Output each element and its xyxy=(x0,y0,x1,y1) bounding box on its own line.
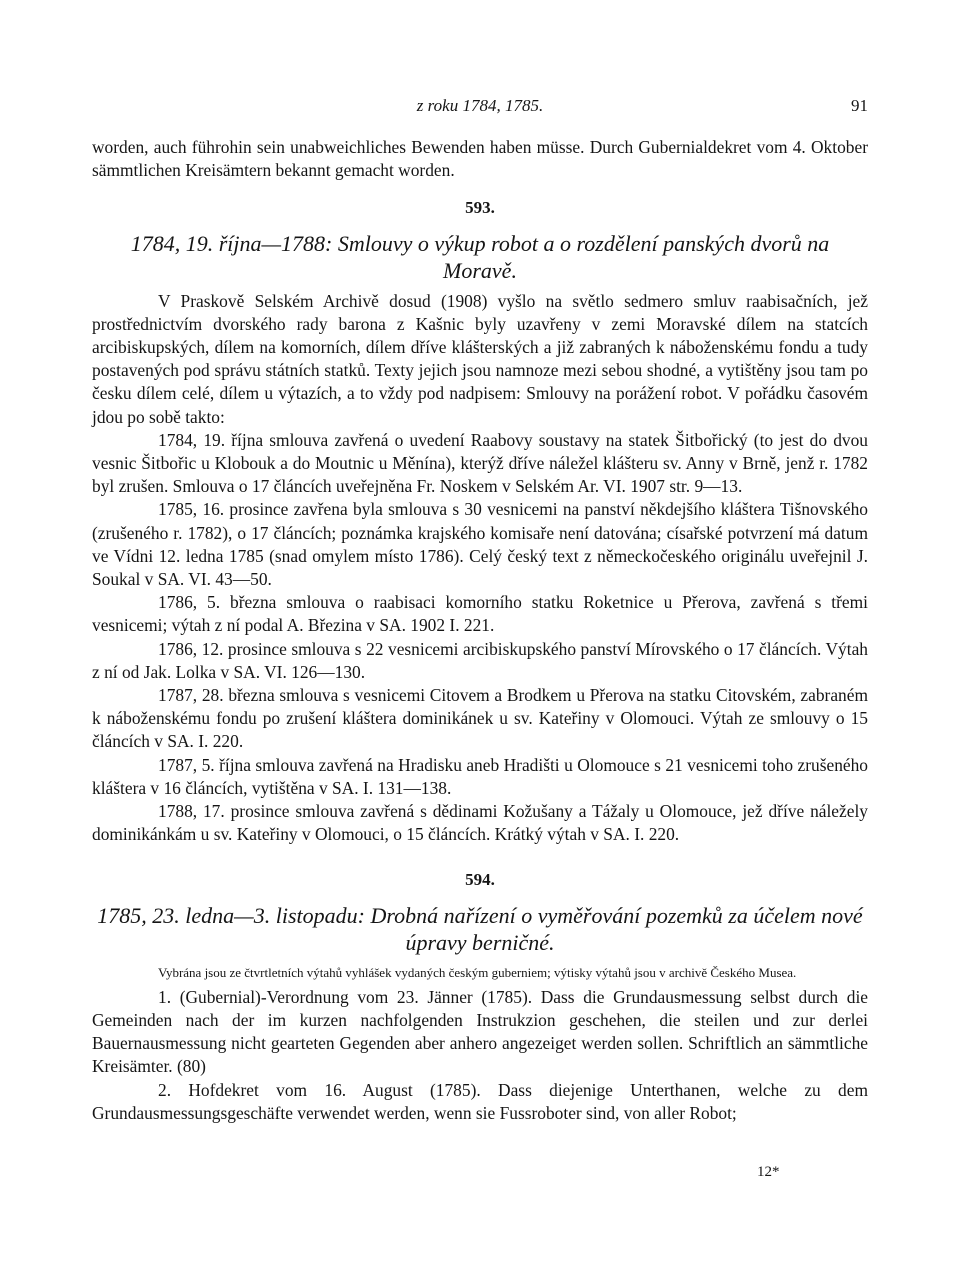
page-number: 91 xyxy=(851,96,868,115)
document-593-entry: 1784, 19. října smlouva zavřená o uvedení Raabovy soustavy na statek Šitbořický (to jest do dvou vesnic Šitbořic u Klobouk a do Moutnic u Měnína), kterýž dříve náležel klášteru sv. Anny v Brně, jenž r. 1782 byl zrušen. Smlouva o 17 článcích uveřejněna Fr. Noskem v Selském Ar. VI. 1907 str. 9—13. xyxy=(92,429,868,497)
page-header xyxy=(92,96,868,122)
document-593-entry: 1788, 17. prosince smlouva zavřená s dědinami Kožušany a Tážaly u Olomouce, jež dříve náležely dominikánkám u sv. Kateřiny v Olomouci, o 15 článcích. Krátký výtah v SA. I. 220. xyxy=(92,801,868,845)
document-593-entry: 1787, 28. března smlouva s vesnicemi Citovem a Brodkem u Přerova na statku Citovském, zabraném k náboženskému fondu po zrušení kláštera dominikánek u sv. Kateřiny v Olomouci. Výtah ze smlouvy o 15 článcích v SA. I. 220. xyxy=(92,685,868,752)
document-number-594: 594. xyxy=(465,870,495,890)
document-593-entry: 1786, 5. března smlouva o raabisaci komorního statku Roketnice u Přerova, zavřená s třemi vesnicemi; výtah z ní podal A. Březina v SA. 1902 I. 221. xyxy=(92,592,868,636)
document-594-note: Vybrána jsou ze čtvrtletních výtahů vyhlášek vydaných českým guberniem; výtisky výtahů jsou v archivě Českého Musea. xyxy=(158,964,797,980)
document-594-paragraph: 2. Hofdekret vom 16. August (1785). Dass diejenige Unterthanen, welche zu dem Grundausmessungsgeschäfte verwendet werden, wenn sie Fussroboter sind, von aller Robot; xyxy=(92,1079,868,1123)
document-593-intro: V Praskově Selském Archivě dosud (1908) vyšlo na světlo sedmero smluv raabisačních, jež prostřednictvím dvorského rady barona z Kašnic byly uzavřeny v zemi Moravské dílem na statcích arcibiskupských, dílem na komorních, dílem dříve klášterských a již zabraných k náboženskému fondu a tudy postavených pod správu státních statků. Texty jejich jsou namnoze mezi sebou shodné, a vytištěny jsou tam po česku dílem celé, dílem u výtazích, a to vždy pod nadpisem: Smlouvy na porážení robot. V pořádku časovém jdou po sobě takto: xyxy=(92,290,868,427)
document-593-entry: 1787, 5. října smlouva zavřená na Hradisku aneb Hradišti u Olomouce s 21 vesnicemi toho zrušeného kláštera v 16 článcích, vytištěna v SA. I. 131—138. xyxy=(92,754,868,798)
document-title-593: 1784, 19. října—1788: Smlouvy o výkup robot a o rozdělení panských dvorů na Moravě. xyxy=(130,230,830,283)
signature-mark: 12* xyxy=(757,1164,780,1180)
intro-paragraph: worden, auch führohin sein unabweichliches Bewenden haben müsse. Durch Gubernialdekret vom 4. Oktober sämmtlichen Kreisämtern bekannt gemacht worden. xyxy=(92,137,868,181)
page-body xyxy=(92,136,868,1125)
document-title-594: 1785, 23. ledna—3. listopadu: Drobná nařízení o vyměřování pozemků za účelem nové úpravy berničné. xyxy=(97,902,863,955)
running-head: z roku 1784, 1785. xyxy=(416,96,544,115)
document-593-entry: 1785, 16. prosince zavřena byla smlouva s 30 vesnicemi na panství někdejšího kláštera Tišnovského (zrušeného r. 1782), o 17 článcích; poznámka krajského komisaře není datována; císařské potvrzení má datum ve Vídni 12. ledna 1785 (snad omylem místo 1786). Celý český text z německočeského originálu uveřejnil J. Soukal v SA. VI. 43—50. xyxy=(92,499,868,590)
document-594-paragraph: 1. (Gubernial)-Verordnung vom 23. Jänner (1785). Dass die Grundausmessung selbst durch die Gemeinden nach der im kurzen nachfolgenden Instrukzion geschehen, die steilen und zur derlei Bauernausmessung nicht gearteten Gegenden aber anhero angezeiget werden sollen. Schriftlich an sämmtliche Kreisämter. (80) xyxy=(92,986,868,1077)
document-number-593: 593. xyxy=(465,198,495,218)
document-593-entry: 1786, 12. prosince smlouva s 22 vesnicemi arcibiskupského panství Mírovského o 17 článcích. Výtah z ní od Jak. Lolka v SA. VI. 126—130. xyxy=(92,638,868,682)
